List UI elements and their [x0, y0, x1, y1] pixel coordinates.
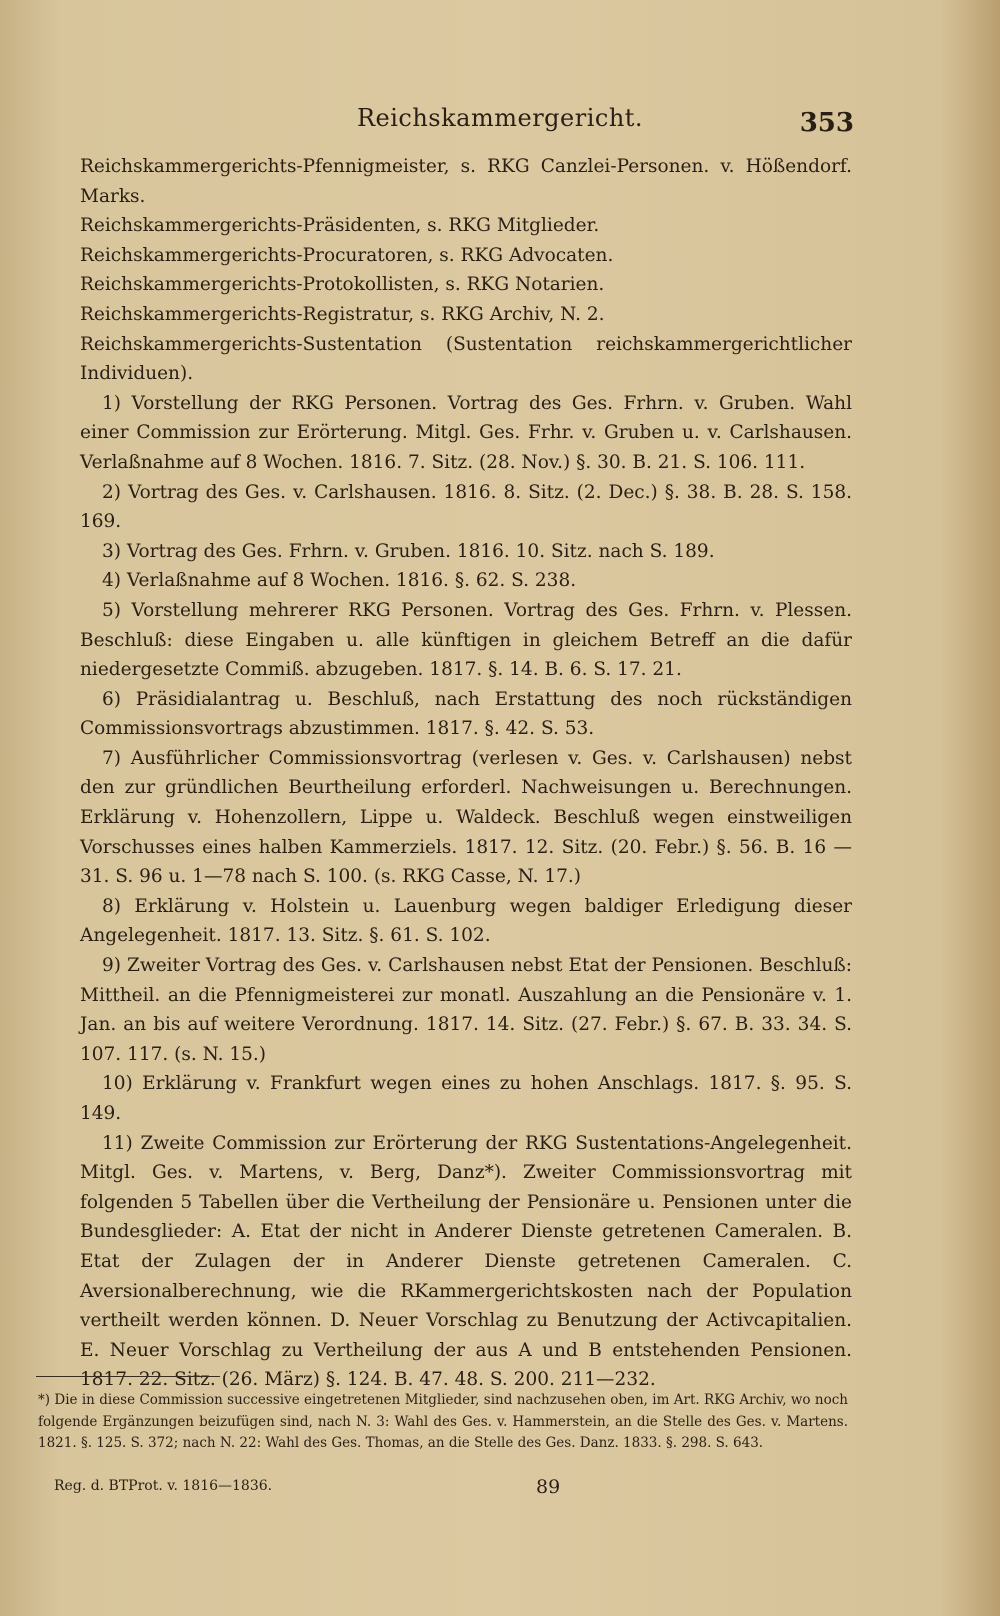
index-entry: Reichskammergerichts-Procuratoren, s. RKG Advocaten. [80, 244, 614, 266]
subentry: 8) Erklärung v. Holstein u. Lauenburg wegen baldiger Erledigung dieser Angelegenheit. 1817. 13. Sitz. §. 61. S. 102. [80, 895, 852, 947]
subentry: 4) Verlaßnahme auf 8 Wochen. 1816. §. 62. S. 238. [102, 570, 577, 592]
subentry: 6) Präsidialantrag u. Beschluß, nach Erstattung des noch rückständigen Commissionsvortrags abzustimmen. 1817. §. 42. S. 53. [80, 688, 852, 740]
footnote: *) Die in diese Commission successive eingetretenen Mitglieder, sind nachzusehen oben, im Art. RKG Archiv, wo noch folgende Ergänzungen beizufügen sind, nach N. 3: Wahl des Ges. v. Hammerstein, an die Stelle des Ges. v. Martens. 1821. §. 125. S. 372; nach N. 22: Wahl des Ges. Thomas, an die Stelle des Ges. Danz. 1833. §. 298. S. 643. [38, 1392, 848, 1452]
index-entry: Reichskammergerichts-Registratur, s. RKG Archiv, N. 2. [80, 303, 605, 325]
page-header [0, 100, 1000, 140]
subentry: 2) Vortrag des Ges. v. Carlshausen. 1816. 8. Sitz. (2. Dec.) §. 38. B. 28. S. 158. 169. [80, 481, 852, 533]
subentry: 3) Vortrag des Ges. Frhrn. v. Gruben. 1816. 10. Sitz. nach S. 189. [102, 540, 715, 562]
subentry: 1) Vorstellung der RKG Personen. Vortrag des Ges. Frhrn. v. Gruben. Wahl einer Commission zur Erörterung. Mitgl. Ges. Frhr. v. Gruben u. v. Carlshausen. Verlaßnahme auf 8 Wochen. 1816. 7. Sitz. (28. Nov.) §. 30. B. 21. S. 106. 111. [80, 392, 852, 473]
index-entry: Reichskammergerichts-Sustentation (Sustentation reichskammergerichtlicher Individuen). [80, 333, 852, 385]
footnote-rule [36, 1376, 220, 1377]
page-number: 353 [799, 108, 854, 138]
subentry: 7) Ausführlicher Commissionsvortrag (verlesen v. Ges. v. Carlshausen) nebst den zur gründlichen Beurtheilung erforderl. Nachweisungen u. Berechnungen. Erklärung v. Hohenzollern, Lippe u. Waldeck. Beschluß wegen einstweiligen Vorschusses eines halben Kammerziels. 1817. 12. Sitz. (20. Febr.) §. 56. B. 16 — 31. S. 96 u. 1—78 nach S. 100. (s. RKG Casse, N. 17.) [80, 747, 852, 888]
index-entry: Reichskammergerichts-Pfennigmeister, s. RKG Canzlei-Personen. v. Hößendorf. Marks. [80, 156, 852, 207]
index-entries [80, 152, 852, 1395]
index-entry: Reichskammergerichts-Protokollisten, s. RKG Notarien. [80, 274, 605, 296]
running-head: Reichskammergericht. [356, 104, 644, 132]
subentry: 5) Vorstellung mehrerer RKG Personen. Vortrag des Ges. Frhrn. v. Plessen. Beschluß: diese Eingaben u. alle künftigen in gleichem Betreff an die dafür niedergesetzte Commiß. abzugeben. 1817. §. 14. B. 6. S. 17. 21. [80, 599, 852, 681]
subentry: 10) Erklärung v. Frankfurt wegen eines zu hohen Anschlags. 1817. §. 95. S. 149. [80, 1073, 852, 1124]
index-entry: Reichskammergerichts-Präsidenten, s. RKG Mitglieder. [80, 215, 600, 237]
subentry: 9) Zweiter Vortrag des Ges. v. Carlshausen nebst Etat der Pensionen. Beschluß: Mittheil. an die Pfennigmeisterei zur monatl. Auszahlung an die Pensionäre v. 1. Jan. an bis auf weitere Verordnung. 1817. 14. Sitz. (27. Febr.) §. 67. B. 33. 34. S. 107. 117. (s. N. 15.) [80, 955, 852, 1065]
page-footer [0, 1478, 1000, 1502]
signature-mark: 89 [536, 1476, 561, 1498]
subentry: 11) Zweite Commission zur Erörterung der RKG Sustentations-Angelegenheit. Mitgl. Ges. v. Martens, v. Berg, Danz*). Zweiter Commissionsvortrag mit folgenden 5 Tabellen über die Vertheilung der Pensionäre u. Pensionen unter die Bundesglieder: A. Etat der nicht in Anderer Dienste getretenen Cameralen. B. Etat der Zulagen der in Anderer Dienste getretenen Cameralen. C. Aversionalberechnung, wie die RKammergerichtskosten nach der Population vertheilt werden können. D. Neuer Vorschlag zu Benutzung der Activcapitalien. E. Neuer Vorschlag zu Vertheilung der aus A und B entstehenden Pensionen. 1817. 22. Sitz. (26. März) §. 124. B. 47. 48. S. 200. 211—232. [80, 1132, 852, 1391]
footer-reference: Reg. d. BTProt. v. 1816—1836. [54, 1478, 273, 1494]
